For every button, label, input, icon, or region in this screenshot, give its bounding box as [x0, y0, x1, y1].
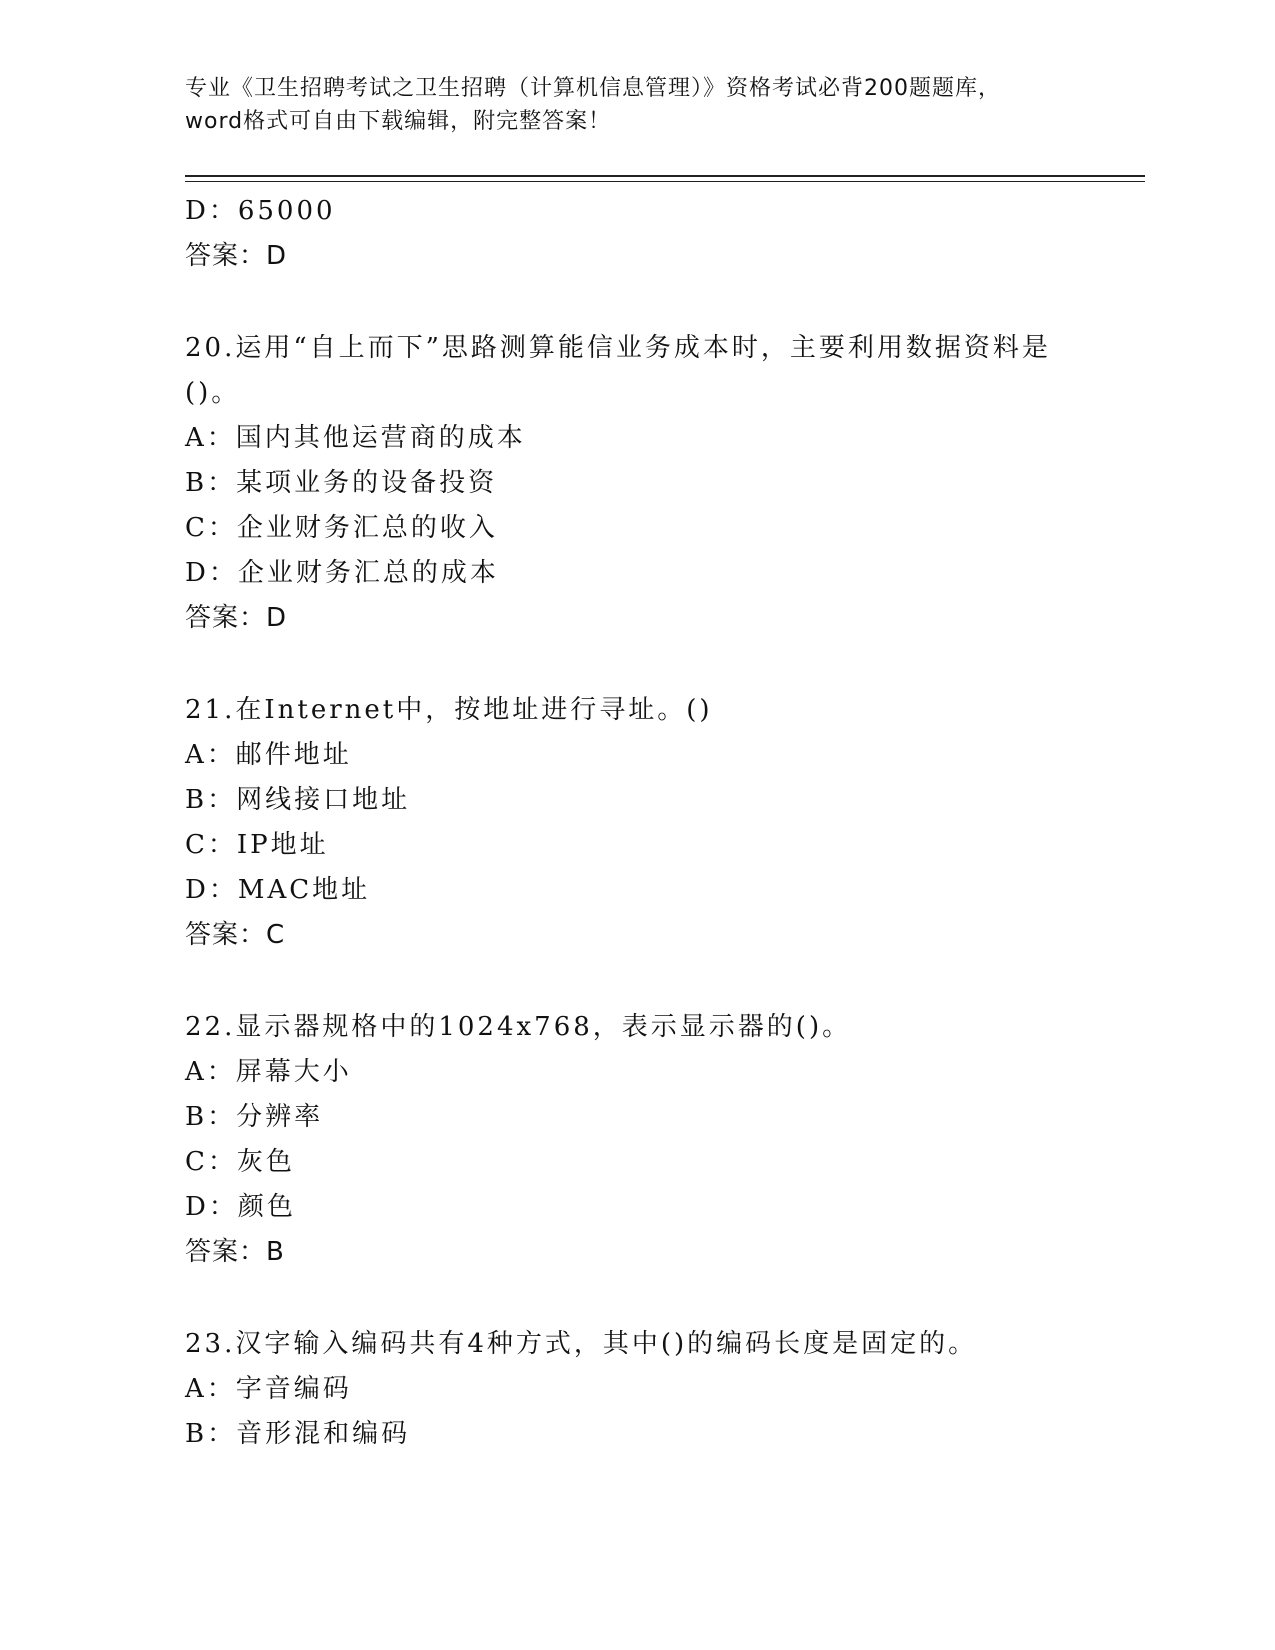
option-d: D：企业财务汇总的成本 [185, 558, 499, 588]
question-stem: 20.运用“自上而下”思路测算能信业务成本时，主要利用数据资料是()。 [185, 333, 1051, 408]
question-23 [185, 1322, 1085, 1457]
option-b: B：某项业务的设备投资 [185, 468, 498, 498]
header-line-2: word格式可自由下载编辑，附完整答案！ [185, 109, 612, 134]
option-c: C：灰色 [185, 1147, 295, 1177]
question-stem: 21.在Internet中，按地址进行寻址。() [185, 695, 713, 725]
document-header [185, 72, 1065, 138]
option-b: B：音形混和编码 [185, 1419, 411, 1449]
question-list [185, 189, 1085, 1457]
question-19-tail [185, 189, 1085, 279]
header-divider-thin [185, 181, 1145, 182]
option-a: A：字音编码 [185, 1374, 352, 1404]
answer-line: 答案：D [185, 241, 288, 271]
option-a: A：屏幕大小 [185, 1057, 352, 1087]
option-b: B：分辨率 [185, 1102, 324, 1132]
header-line-1: 专业《卫生招聘考试之卫生招聘（计算机信息管理）》资格考试必背200题题库， [185, 76, 1001, 101]
answer-line: 答案：D [185, 603, 288, 633]
question-stem: 22.显示器规格中的1024x768，表示显示器的()。 [185, 1012, 852, 1042]
answer-line: 答案：B [185, 1237, 285, 1267]
option-b: B：网线接口地址 [185, 785, 411, 815]
option-d: D：MAC地址 [185, 875, 371, 905]
option-d: D：65000 [185, 196, 336, 226]
answer-line: 答案：C [185, 920, 286, 950]
option-c: C：企业财务汇总的收入 [185, 513, 498, 543]
option-d: D：颜色 [185, 1192, 296, 1222]
question-stem: 23.汉字输入编码共有4种方式，其中()的编码长度是固定的。 [185, 1329, 978, 1359]
question-21 [185, 688, 1085, 958]
question-20 [185, 326, 1085, 641]
option-a: A：国内其他运营商的成本 [185, 423, 526, 453]
option-c: C：IP地址 [185, 830, 329, 860]
question-22 [185, 1005, 1085, 1275]
header-divider-thick [185, 175, 1145, 177]
option-a: A：邮件地址 [185, 740, 352, 770]
